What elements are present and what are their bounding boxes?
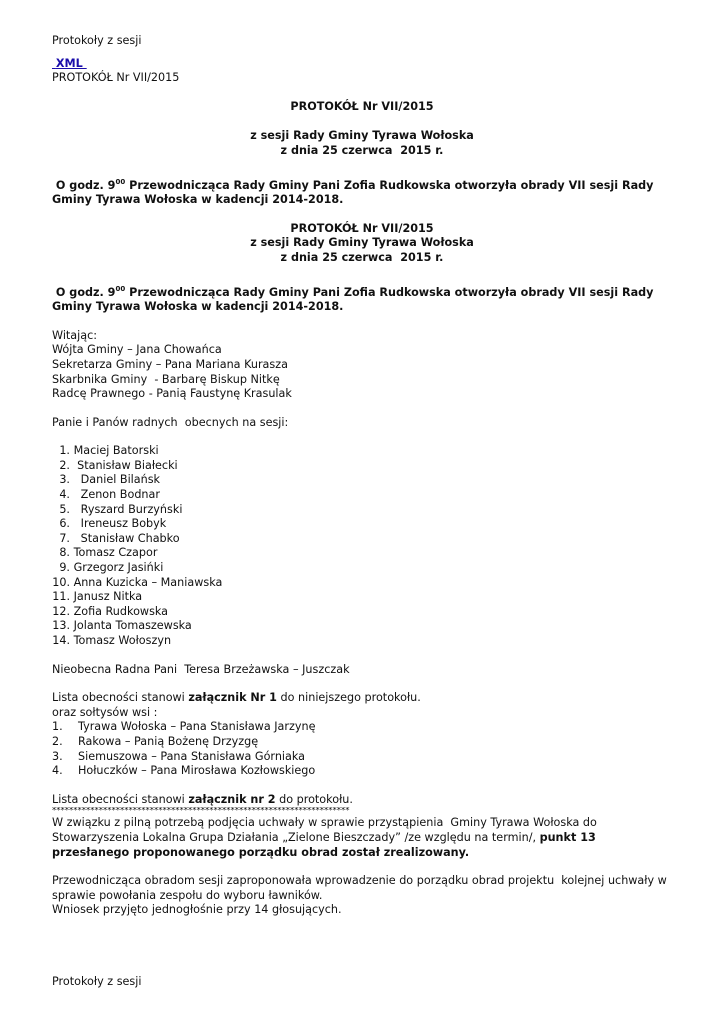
footer-section-label: Protokoły z sesji [52, 975, 142, 988]
list-item: 4. Zenon Bodnar [59, 488, 160, 502]
session-line: z sesji Rady Gminy Tyrawa Wołoska [250, 129, 474, 143]
list-item: 2. Rakowa – Panią Bożenę Drzyzgę [52, 734, 259, 748]
list-item: 2. Stanisław Białecki [59, 458, 178, 472]
paragraph-statute: W związku z pilną potrzebą podjęcia uchwały w sprawie przystąpienia Gminy Tyrawa Wołoska do Stowarzyszenia Lokalna Grupa Działania „Zielone Bieszczady” /ze względu na termin/, punkt 13 przesłanego proponowanego porządku obrad został zrealizowany. [52, 816, 601, 859]
list-item: 5. Ryszard Burzyński [59, 502, 183, 516]
attendance-note-1: Lista obecności stanowi załącznik Nr 1 do niniejszego protokołu. [52, 691, 421, 705]
list-item: 8. Tomasz Czapor [59, 546, 158, 560]
session-date: z dnia 25 czerwca 2015 r. [280, 143, 444, 157]
councillors-heading: Panie i Panów radnych obecnych na sesji: [52, 415, 289, 429]
list-item: 7. Stanisław Chabko [59, 531, 180, 545]
list-item: 1. Tyrawa Wołoska – Pana Stanisława Jarzynę [52, 720, 316, 734]
list-item: 11. Janusz Nitka [52, 590, 143, 604]
session-line-repeat: z sesji Rady Gminy Tyrawa Wołoska [250, 236, 474, 250]
absent-note: Nieobecna Radna Pani Teresa Brzeżawska – Juszczak [52, 662, 350, 676]
greeting-line: Wójta Gminy – Jana Chowańca [52, 343, 222, 357]
list-item: 1. Maciej Batorski [59, 444, 159, 458]
greeting-line: Skarbnika Gminy - Barbarę Biskup Nitkę [52, 372, 280, 386]
list-item: 6. Ireneusz Bobyk [59, 517, 167, 531]
greeting-heading: Witając: [52, 328, 98, 342]
doc-id: PROTOKÓŁ Nr VII/2015 [52, 71, 180, 85]
protocol-title-repeat: PROTOKÓŁ Nr VII/2015 [290, 221, 434, 235]
list-item: 9. Grzegorz Jasińki [59, 561, 164, 575]
greeting-line: Radcę Prawnego - Panią Faustynę Krasulak [52, 387, 292, 401]
list-item: 12. Zofia Rudkowska [52, 604, 169, 618]
list-item: 13. Jolanta Tomaszewska [52, 619, 192, 633]
greeting-line: Sekretarza Gminy – Pana Mariana Kurasza [52, 357, 288, 371]
document-page [52, 34, 672, 918]
separator-stars: ********************************************************************** [52, 807, 350, 817]
attendance-note-2: Lista obecności stanowi załącznik nr 2 do protokołu. [52, 792, 353, 806]
section-label: Protokoły z sesji [52, 34, 142, 47]
list-item: 10. Anna Kuzicka – Maniawska [52, 575, 223, 589]
soltys-heading: oraz sołtysów wsi : [52, 705, 158, 719]
vote-result: Wniosek przyjęto jednogłośnie przy 14 głosujących. [52, 903, 342, 917]
list-item: 4. Hołuczków – Pana Mirosława Kozłowskiego [52, 764, 316, 778]
list-item: 3. Siemuszowa – Pana Stanisława Górniaka [52, 749, 306, 763]
opening-paragraph-repeat: O godz. $9^{00}$ Przewodnicząca Rady Gminy Pani Zofia Rudkowska otworzyła obrady VII sesji Rady Gminy Tyrawa Wołoska w kadencji 2014-2018. [52, 284, 658, 314]
protocol-title: PROTOKÓŁ Nr VII/2015 [290, 99, 434, 113]
paragraph-proposal: Przewodnicząca obradom sesji zaproponowała wprowadzenie do porządku obrad projektu kolejnej uchwały w sprawie powołania zespołu do wyboru ławników. [52, 874, 671, 902]
session-date-repeat: z dnia 25 czerwca 2015 r. [280, 250, 444, 264]
xml-link[interactable]: XML [52, 56, 87, 70]
list-item: 14. Tomasz Wołoszyn [52, 634, 172, 647]
list-item: 3. Daniel Bilańsk [59, 473, 161, 487]
opening-paragraph: O godz. $9^{00}$ Przewodnicząca Rady Gminy Pani Zofia Rudkowska otworzyła obrady VII sesji Rady Gminy Tyrawa Wołoska w kadencji 2014-2018. [52, 177, 658, 207]
